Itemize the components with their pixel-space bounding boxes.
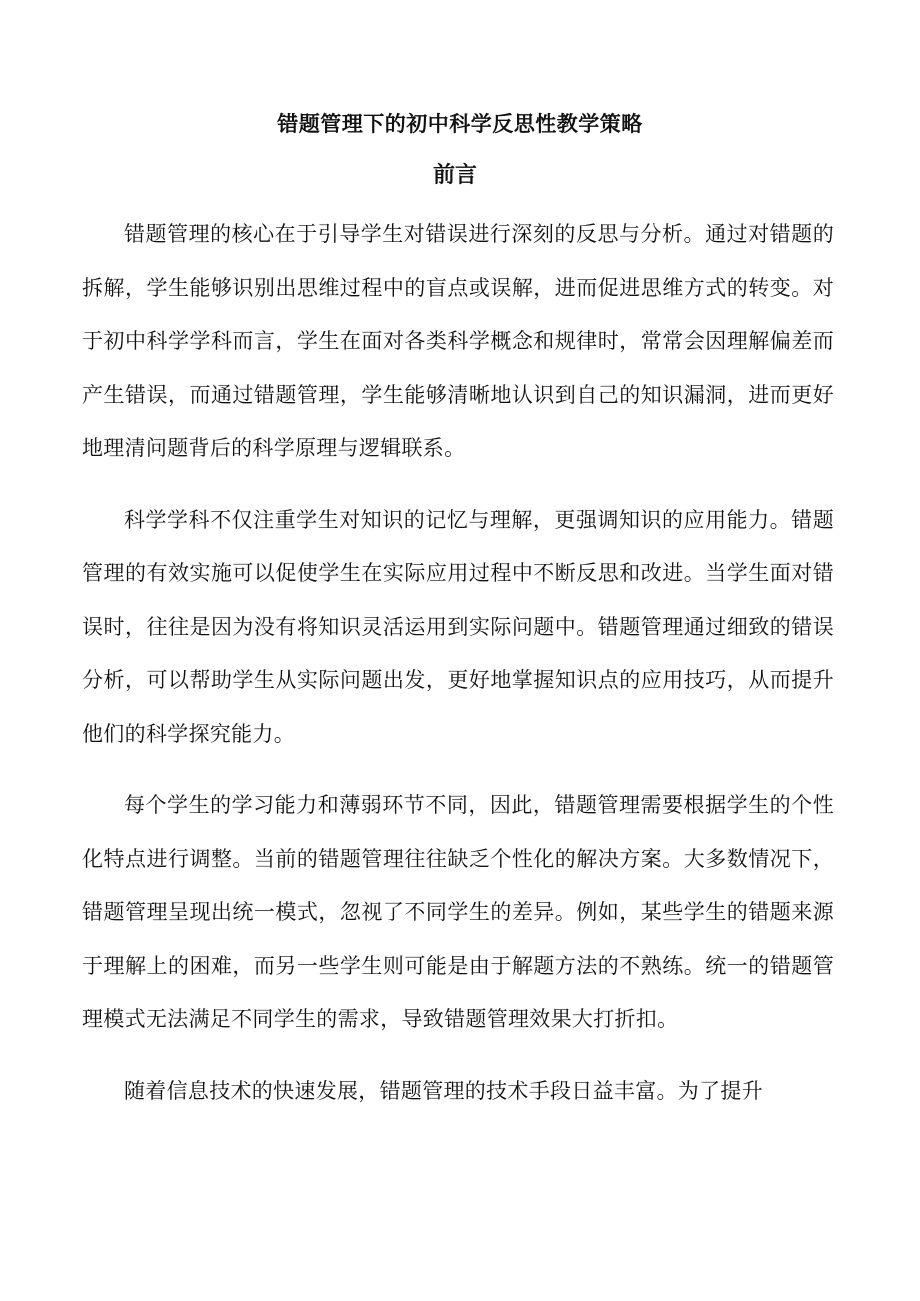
paragraph-4: 随着信息技术的快速发展，错题管理的技术手段日益丰富。为了提升 [124, 1078, 763, 1103]
document-body [82, 208, 834, 1136]
document-title: 错题管理下的初中科学反思性教学策略 [277, 112, 643, 136]
paragraph-2: 科学学科不仅注重学生对知识的记忆与理解，更强调知识的应用能力。错题管理的有效实施可以促使学生在实际应用过程中不断反思和改进。当学生面对错误时，往往是因为没有将知识灵活运用到实际问题中。错题管理通过细致的错误分析，可以帮助学生从实际问题出发，更好地掌握知识点的应用技巧，从而提升他们的科学探究能力。 [82, 507, 834, 746]
paragraph-1: 错题管理的核心在于引导学生对错误进行深刻的反思与分析。通过对错题的拆解，学生能够识别出思维过程中的盲点或误解，进而促进思维方式的转变。对于初中科学学科而言，学生在面对各类科学概念和规律时，常常会因理解偏差而产生错误，而通过错题管理，学生能够清晰地认识到自己的知识漏洞，进而更好地理清问题背后的科学原理与逻辑联系。 [82, 222, 834, 460]
paragraph-3: 每个学生的学习能力和薄弱环节不同，因此，错题管理需要根据学生的个性化特点进行调整。当前的错题管理往往缺乏个性化的解决方案。大多数情况下，错题管理呈现出统一模式，忽视了不同学生的差异。例如，某些学生的错题来源于理解上的困难，而另一些学生则可能是由于解题方法的不熟练。统一的错题管理模式无法满足不同学生的需求，导致错题管理效果大打折扣。 [82, 793, 834, 1031]
section-heading: 前言 [432, 163, 477, 188]
